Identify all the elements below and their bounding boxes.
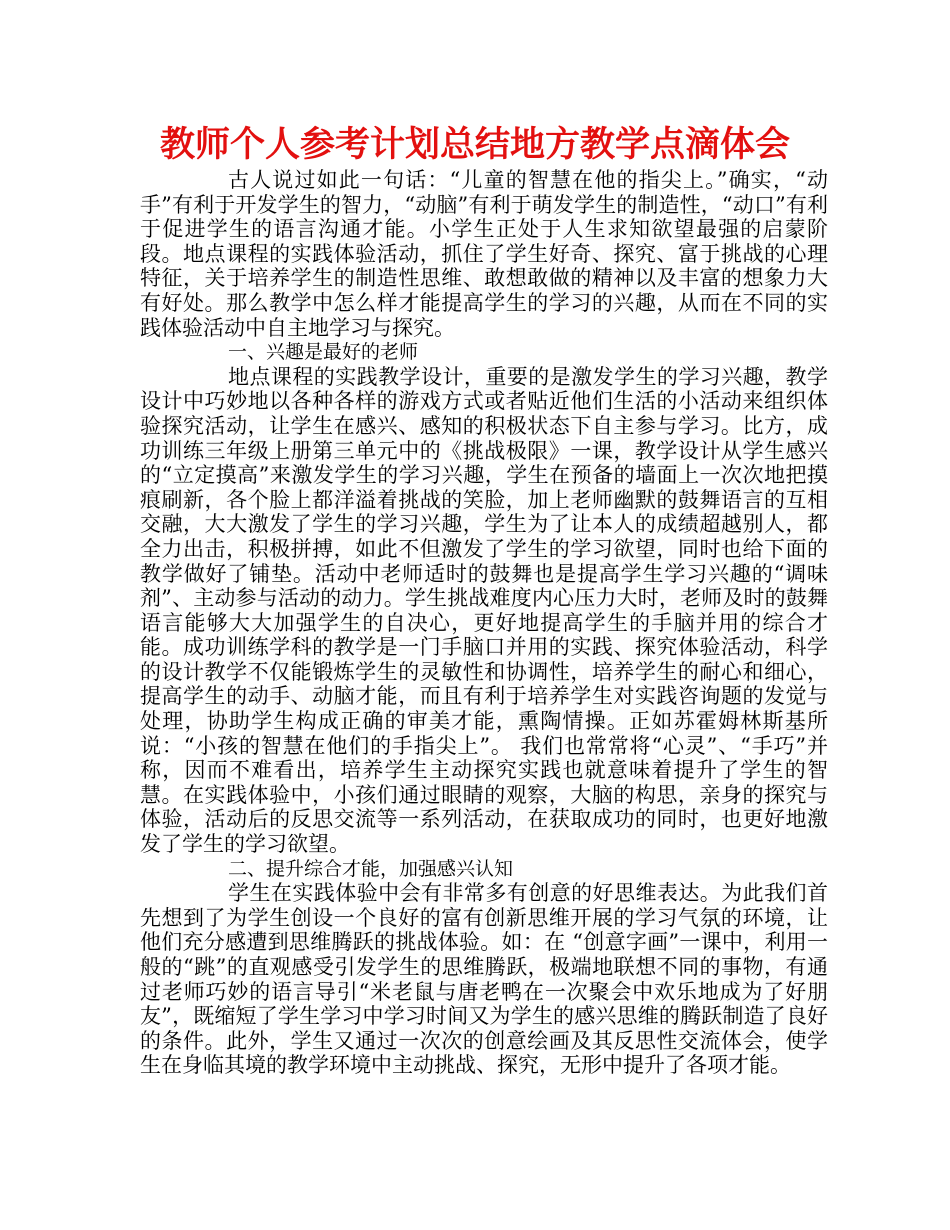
paragraph-section-1: 地点课程的实践教学设计，重要的是激发学生的学习兴趣，教学设计中巧妙地以各种各样的游戏方式或者贴近他们生活的小活动来组织体验探究活动，让学生在感兴、感知的积极状态下自主参与学习。比方，成功训练三年级上册第三单元中的《挑战极限》一课，教学设计从学生感兴的“立定摸高”来激发学生的学习兴趣，学生在预备的墙面上一次次地把摸痕刷新，各个脸上都洋溢着挑战的笑脸，加上老师幽默的鼓舞语言的互相交融，大大激发了学生的学习兴趣，学生为了让本人的成绩超越别人，都全力出击，积极拼搏，如此不但激发了学生的学习欲望，同时也给下面的教学做好了铺垫。活动中老师适时的鼓舞也是提高学生学习兴趣的“调味剂”、主动参与活动的动力。学生挑战难度内心压力大时，老师及时的鼓舞语言能够大大加强学生的自决心，更好地提高学生的手脑并用的综合才能。成功训练学科的教学是一门手脑口并用的实践、探究体验活动，科学的设计教学不仅能锻炼学生的灵敏性和协调性，培养学生的耐心和细心，提高学生的动手、动脑才能，而且有利于培养学生对实践咨询题的发觉与处理，协助学生构成正确的审美才能，熏陶情操。正如苏霍姆林斯基所说：“小孩的智慧在他们的手指尖上”。 我们也常常将“心灵”、“手巧”并称，因而不难看出，培养学生主动探究实践也就意味着提升了学生的智慧。在实践体验中，小孩们通过眼睛的观察，大脑的构思，亲身的探究与体验，活动后的反思交流等一系列活动，在获取成功的同时，也更好地激发了学生的学习欲望。	[140, 364, 828, 857]
paragraph-intro: 古人说过如此一句话：“儿童的智慧在他的指尖上。”确实，“动手”有利于开发学生的智力，“动脑”有利于萌发学生的制造性，“动口”有利于促进学生的语言沟通才能。小学生正处于人生求知欲望最强的启蒙阶段。地点课程的实践体验活动，抓住了学生好奇、探究、富于挑战的心理特征，关于培养学生的制造性思维、敢想敢做的精神以及丰富的想象力大有好处。那么教学中怎么样才能提高学生的学习的兴趣，从而在不同的实践体验活动中自主地学习与探究。	[140, 168, 828, 340]
section-heading-2: 二、提升综合才能，加强感兴认知	[228, 857, 514, 880]
document-body	[140, 168, 828, 1078]
document-title: 教师个人参考计划总结地方教学点滴体会	[159, 125, 790, 165]
section-heading-1: 一、兴趣是最好的老师	[228, 341, 419, 364]
paragraph-section-2: 学生在实践体验中会有非常多有创意的好思维表达。为此我们首先想到了为学生创设一个良好的富有创新思维开展的学习气氛的环境，让他们充分感遭到思维腾跃的挑战体验。如：在 “创意字画”一课中，利用一般的“跳”的直观感受引发学生的思维腾跃，极端地联想不同的事物，有通过老师巧妙的语言导引“米老鼠与唐老鸭在一次聚会中欢乐地成为了好朋友”，既缩短了学生学习中学习时间又为学生的感兴思维的腾跃制造了良好的条件。此外，学生又通过一次次的创意绘画及其反思性交流体会，使学生在身临其境的教学环境中主动挑战、探究，无形中提升了各项才能。	[140, 881, 828, 1078]
